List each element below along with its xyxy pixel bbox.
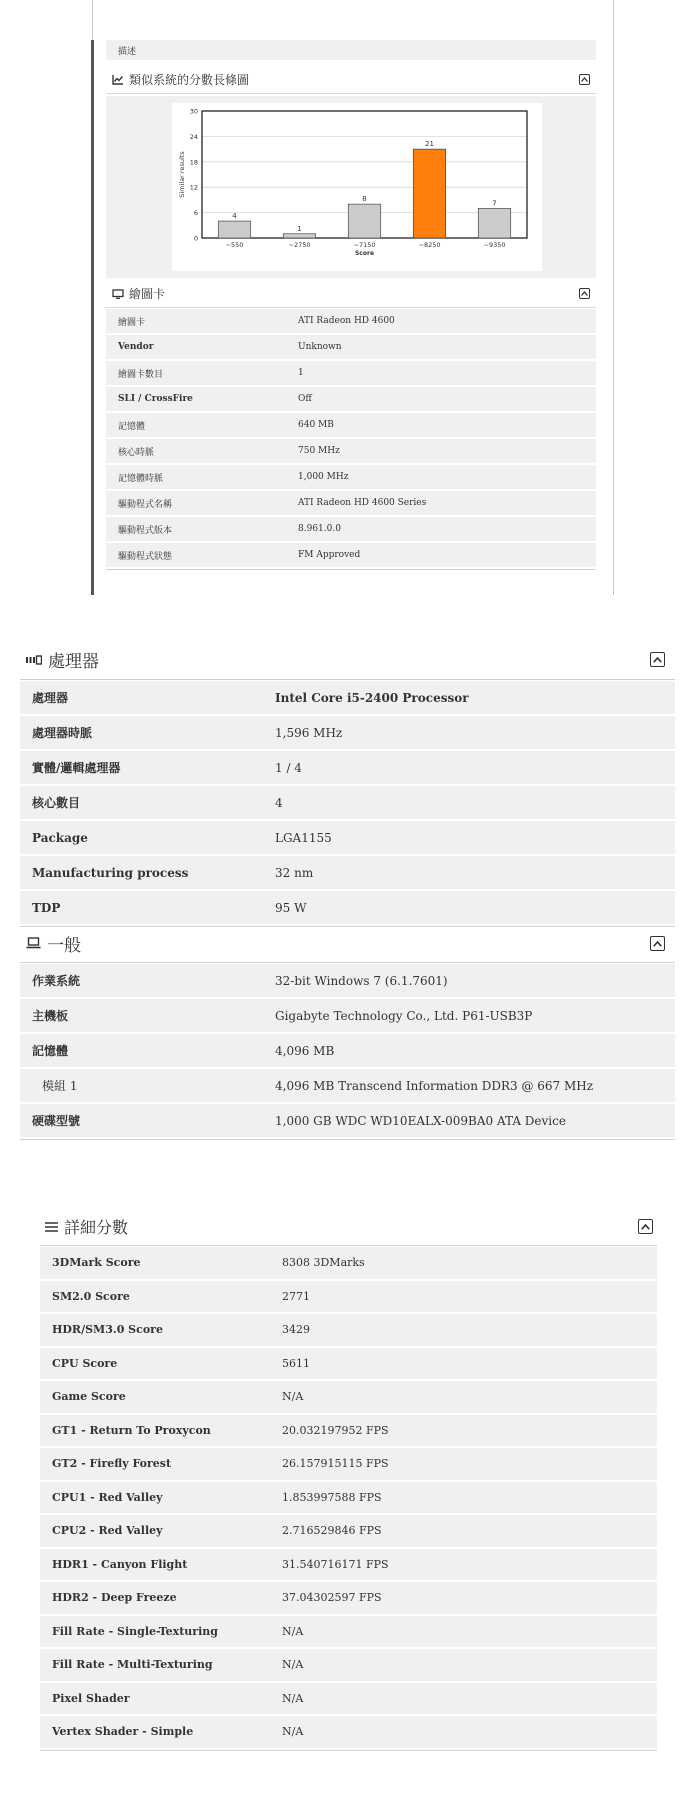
cpu-panel-header — [20, 640, 675, 680]
gpu-row-label: 驅動程式版本 — [118, 525, 173, 536]
general-row-value: 4,096 MB — [275, 1043, 335, 1058]
details-row-label: HDR/SM3.0 Score — [52, 1323, 163, 1337]
gpu-row — [106, 361, 596, 387]
chart-bar — [348, 204, 381, 238]
table-bottom-divider — [106, 569, 596, 570]
cpu-row — [20, 891, 675, 926]
histogram-chart — [172, 103, 542, 271]
cpu-row-value: 95 W — [275, 900, 307, 915]
details-row-value: N/A — [282, 1691, 304, 1705]
details-row — [40, 1247, 657, 1281]
general-row-label: 硬碟型號 — [32, 1114, 81, 1128]
gpu-row-value: Unknown — [298, 342, 342, 352]
general-row-value: 32-bit Windows 7 (6.1.7601) — [275, 973, 448, 988]
general-row-value: 1,000 GB WDC WD10EALX-009BA0 ATA Device — [275, 1113, 566, 1128]
chart-x-tick-label: ~9350 — [483, 241, 506, 249]
details-row-label: HDR1 - Canyon Flight — [52, 1557, 188, 1571]
general-row-value: Gigabyte Technology Co., Ltd. P61-USB3P — [275, 1008, 533, 1023]
general-row — [20, 1104, 675, 1139]
gpu-collapse-button[interactable] — [579, 288, 590, 299]
details-row-value: N/A — [282, 1390, 304, 1404]
chart-data-label: 4 — [232, 212, 237, 221]
chart-data-label: 21 — [425, 140, 434, 149]
details-row-label: GT2 - Firefly Forest — [52, 1457, 172, 1471]
gpu-row-label: Vendor — [118, 342, 154, 352]
chart-collapse-button[interactable] — [579, 74, 590, 85]
details-row-value: N/A — [282, 1725, 304, 1739]
gpu-row-value: 1 — [298, 368, 304, 378]
laptop-icon — [26, 934, 41, 953]
gpu-row-label: 驅動程式狀態 — [118, 551, 173, 562]
details-row-label: GT1 - Return To Proxycon — [52, 1423, 211, 1437]
details-row — [40, 1482, 657, 1516]
cpu-row-label: 實體/邏輯處理器 — [32, 761, 121, 775]
chart-bar — [413, 149, 446, 238]
cpu-icon — [26, 650, 42, 669]
chart-panel-title: 類似系統的分數長條圖 — [129, 73, 250, 87]
gpu-row-label: 記憶體 — [118, 421, 146, 432]
cpu-row — [20, 786, 675, 821]
gpu-row — [106, 465, 596, 491]
details-row-label: Game Score — [52, 1390, 126, 1404]
chart-x-tick-label: ~2750 — [288, 241, 311, 249]
gpu-row-label: 驅動程式名稱 — [118, 499, 173, 510]
details-row — [40, 1683, 657, 1717]
details-row — [40, 1649, 657, 1683]
chart-y-axis-title: Similar results — [178, 151, 186, 198]
chart-bar — [283, 234, 316, 238]
details-row — [40, 1348, 657, 1382]
cpu-row-label: Package — [32, 830, 88, 845]
details-row-value: 2.716529846 FPS — [282, 1524, 382, 1538]
gpu-row-value: Off — [298, 394, 312, 404]
table-bottom-divider — [20, 1139, 675, 1140]
details-row-value: N/A — [282, 1624, 304, 1638]
histogram-svg — [172, 103, 542, 271]
gpu-row-label: 記憶體時脈 — [118, 473, 164, 484]
gpu-row — [106, 517, 596, 543]
cpu-row — [20, 681, 675, 716]
cpu-row — [20, 821, 675, 856]
details-row — [40, 1415, 657, 1449]
general-row-label: 記憶體 — [32, 1044, 69, 1058]
details-row-label: Fill Rate - Multi-Texturing — [52, 1658, 213, 1672]
general-row-label: 主機板 — [32, 1009, 69, 1023]
details-row — [40, 1448, 657, 1482]
general-panel-header — [20, 925, 675, 963]
cpu-row-label: Manufacturing process — [32, 865, 189, 880]
general-row-label: 模組 1 — [42, 1079, 78, 1093]
cpu-row-link[interactable]: Intel Core i5-2400 Processor — [275, 690, 469, 705]
cpu-row — [20, 716, 675, 751]
details-row — [40, 1616, 657, 1650]
gpu-row-value: 640 MB — [298, 420, 334, 430]
details-row — [40, 1515, 657, 1549]
table-bottom-divider — [40, 1750, 657, 1751]
cpu-row — [20, 856, 675, 891]
details-row — [40, 1381, 657, 1415]
cpu-row-label: 處理器時脈 — [32, 726, 93, 740]
cpu-row-value: 4 — [275, 795, 283, 810]
gpu-row-label: 核心時脈 — [118, 447, 155, 458]
general-row — [20, 1034, 675, 1069]
gpu-row-value: 8.961.0.0 — [298, 524, 341, 534]
details-row-label: CPU Score — [52, 1356, 118, 1370]
general-row-value: 4,096 MB Transcend Information DDR3 @ 667 MHz — [275, 1078, 594, 1093]
details-row — [40, 1582, 657, 1616]
gpu-row-label: 繪圖卡 — [118, 317, 146, 328]
details-row — [40, 1314, 657, 1348]
chart-y-tick-label: 24 — [189, 132, 198, 141]
description-row — [106, 40, 596, 62]
details-row-value: 26.157915115 FPS — [282, 1457, 389, 1471]
gpu-row-value: 1,000 MHz — [298, 472, 349, 482]
details-row-label: 3DMark Score — [52, 1256, 141, 1270]
details-row-label: Vertex Shader - Simple — [52, 1725, 194, 1739]
cpu-row-value: LGA1155 — [275, 830, 332, 845]
chart-x-tick-label: ~8250 — [418, 241, 441, 249]
details-row-label: CPU1 - Red Valley — [52, 1490, 163, 1504]
gpu-row — [106, 387, 596, 413]
details-row-label: Fill Rate - Single-Texturing — [52, 1624, 218, 1638]
list-icon — [45, 1217, 58, 1236]
gpu-row — [106, 335, 596, 361]
cpu-row — [20, 751, 675, 786]
gpu-panel-header — [106, 280, 596, 308]
gpu-row — [106, 309, 596, 335]
chart-y-tick-label: 12 — [189, 183, 198, 192]
details-row-value: 8308 3DMarks — [282, 1256, 365, 1270]
general-row — [20, 964, 675, 999]
details-row — [40, 1281, 657, 1315]
cpu-row-value: 1,596 MHz — [275, 725, 343, 740]
chart-data-label: 7 — [492, 199, 497, 208]
cpu-row-label: 處理器 — [32, 691, 69, 705]
details-panel-title: 詳細分數 — [64, 1218, 129, 1237]
general-panel-title: 一般 — [47, 936, 81, 956]
chart-x-tick-label: ~7150 — [353, 241, 376, 249]
details-row-value: 20.032197952 FPS — [282, 1423, 389, 1437]
general-row-label: 作業系統 — [32, 974, 81, 988]
description-label: 描述 — [118, 46, 137, 57]
chart-x-axis-title: Score — [354, 250, 375, 257]
chart-y-tick-label: 18 — [189, 158, 198, 167]
gpu-row-value: FM Approved — [298, 550, 361, 560]
general-row — [20, 1069, 675, 1104]
details-row-label: SM2.0 Score — [52, 1289, 130, 1303]
gpu-row — [106, 413, 596, 439]
cpu-row-label: 核心數目 — [32, 796, 81, 810]
general-row — [20, 999, 675, 1034]
details-row-label: HDR2 - Deep Freeze — [52, 1591, 177, 1605]
gpu-row — [106, 543, 596, 569]
monitor-icon — [112, 284, 124, 303]
chart-panel-header — [106, 66, 596, 94]
details-row-value: 1.853997588 FPS — [282, 1490, 382, 1504]
cpu-collapse-button[interactable] — [650, 652, 665, 667]
chart-data-label: 8 — [362, 195, 367, 204]
general-collapse-button[interactable] — [650, 936, 665, 951]
details-row-value: 2771 — [282, 1289, 310, 1303]
chart-y-tick-label: 6 — [193, 209, 198, 218]
details-collapse-button[interactable] — [638, 1219, 653, 1234]
gpu-row-value: 750 MHz — [298, 446, 340, 456]
cpu-row-label: TDP — [32, 900, 61, 915]
details-row-value: 3429 — [282, 1323, 310, 1337]
details-row-value: N/A — [282, 1658, 304, 1672]
details-panel-header — [40, 1208, 657, 1246]
chart-data-label: 1 — [297, 224, 302, 233]
details-row-value: 31.540716171 FPS — [282, 1557, 389, 1571]
details-row-value: 37.04302597 FPS — [282, 1591, 382, 1605]
cpu-panel-title: 處理器 — [48, 652, 99, 672]
chart-y-tick-label: 0 — [193, 234, 198, 243]
chart-x-tick-label: ~550 — [225, 241, 244, 249]
chart-bar — [478, 208, 511, 238]
scroll-edge — [91, 40, 94, 595]
chart-y-tick-label: 30 — [189, 107, 198, 116]
gpu-row — [106, 439, 596, 465]
cpu-row-value: 1 / 4 — [275, 760, 302, 775]
gpu-row-label: 繪圖卡數目 — [118, 369, 164, 380]
chart-bar — [218, 221, 251, 238]
cpu-row-value: 32 nm — [275, 865, 314, 880]
details-row-label: Pixel Shader — [52, 1691, 130, 1705]
gpu-row — [106, 491, 596, 517]
line-chart-icon — [112, 70, 124, 89]
details-row — [40, 1549, 657, 1583]
details-row-label: CPU2 - Red Valley — [52, 1524, 163, 1538]
gpu-row-value: ATI Radeon HD 4600 — [298, 316, 395, 326]
gpu-row-label: SLI / CrossFire — [118, 394, 193, 404]
details-row — [40, 1716, 657, 1750]
gpu-panel-title: 繪圖卡 — [129, 287, 166, 301]
details-row-value: 5611 — [282, 1356, 310, 1370]
gpu-row-value: ATI Radeon HD 4600 Series — [298, 498, 427, 508]
